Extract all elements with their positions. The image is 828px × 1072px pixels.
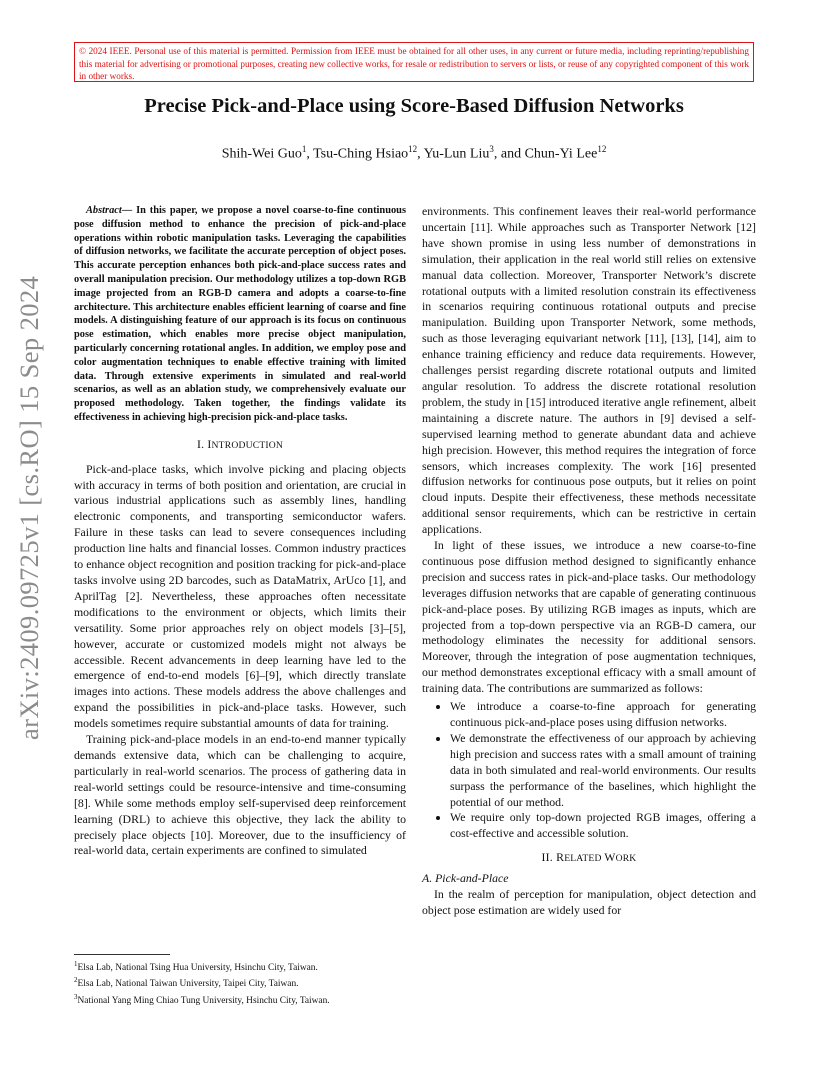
right-column (422, 204, 756, 919)
author-separator: , (306, 146, 314, 162)
section-initial: I (207, 436, 212, 451)
section-initial: R (556, 850, 565, 865)
author-name: Tsu-Ching Hsiao (313, 146, 409, 162)
footnote-mark: 1 (74, 960, 78, 968)
footnotes (74, 954, 406, 1007)
author-affiliation: 12 (408, 144, 418, 154)
footnote (74, 958, 406, 974)
footnote-mark: 3 (74, 992, 78, 1001)
intro-paragraph-4: In light of these issues, we introduce a new coarse-to-fine continuous pose diffusion method designed to significantly enhance precision and success rates in pick-and-place tasks. Our methodology leverages diffusion networks that are capable of generating continuous pick-and-place poses. By utilizing RGB images as inputs, which are projected from a top-down perspective via an RGB-D camera, our methodology eliminates the necessity for additional sensors. Moreover, through the integration of pose augmentation techniques, our method demonstrates exceptional efficacy with a small amount of training data. The contributions are summarized as follows: (422, 538, 756, 696)
intro-paragraph-1: Pick-and-place tasks, which involve picking and placing objects with accuracy in terms of both position and orientation, are crucial in various industrial applications such as assembly lines, handling electronic components, and transporting semiconductor wafers. Failure in these tasks can lead to severe consequences including production line halts and financial losses. Common industry practices to enhance object recognition and position tracking for pick-and-place tasks involve using 2D barcodes, such as DataMatrix, ArUco [1], and AprilTag [2]. Nevertheless, these approaches often necessitate modifications to the environment or objects, which limits their versatility. Some prior approaches rely on object models [3]–[5], however, accurate or customized models might not always be accessible. Recent advancements in deep learning have led to the emergence of end-to-end models [6]–[9], which directly translate images into actions. These models address the above challenges and expand the possibilities in pick-and-place tasks. However, such models sometimes require substantial amounts of data for training. (74, 461, 406, 731)
footnote-rule (74, 954, 170, 955)
list-item: • We introduce a coarse-to-fine approach for generating continuous pick-and-place poses using diffusion networks. (450, 699, 756, 731)
author-affiliation: 12 (597, 144, 607, 154)
abstract-lead: Abstract (86, 205, 122, 216)
footnote (74, 974, 406, 990)
intro-paragraph-2: Training pick-and-place models in an end-to-end manner typically demands extensive data, which can be challenging to acquire, particularly in real-world scenarios. The process of gathering data in real-world settings could be resource-intensive and time-consuming [8]. While some methods employ self-supervised deep reinforcement learning (DRL) to achieve this objective, they lack the ability to precisely place objects [10]. Moreover, due to the insufficiency of real-world data, certain experiments are confined to simulated (74, 732, 406, 858)
paper-title: Precise Pick-and-Place using Score-Based Diffusion Networks (144, 95, 684, 117)
section-heading-introduction (74, 437, 406, 454)
footnote-text: Elsa Lab, National Taiwan University, Taipei City, Taiwan. (77, 979, 299, 990)
author-name: Yu-Lun Liu (423, 146, 490, 162)
abstract-text: — In this paper, we propose a novel coarse-to-fine continuous pose diffusion method to enhance the precision of pick-and-place operations within robotic manipulation tasks. Leveraging the capabilities of diffusion networks, we facilitate the accurate perception of object poses. This accurate perception enhances both pick-and-place success rates and overall manipulation precision. Our methodology utilizes a top-down RGB image projected from an RGB-D camera and adopts a coarse-to-fine architecture. This architecture enables efficient learning of coarse and fine models. A distinguishing feature of our approach is its focus on continuous pose estimation, which enables more precise object manipulation, particularly concerning rotational angles. In addition, we employ pose and color augmentation techniques to enable effective training with limited data. Through extensive experiments in simulated and real-world scenarios, as well as an ablation study, we comprehensively evaluate our proposed methodology. Taken together, the findings validate its effectiveness in achieving high-precision pick-and-place tasks. (74, 205, 406, 423)
section-heading-related-work (422, 850, 756, 867)
list-item: • We require only top-down projected RGB images, offering a cost-effective and accessible solution. (450, 810, 756, 842)
left-column (74, 204, 406, 859)
contributions-list (422, 699, 756, 842)
author-name: Chun-Yi Lee (524, 146, 598, 162)
section-number: II. (541, 850, 557, 865)
footnote-text: Elsa Lab, National Tsing Hua University, Hsinchu City, Taiwan. (77, 963, 318, 974)
footnote-mark: 2 (74, 976, 78, 985)
list-item: • We demonstrate the effectiveness of our approach by achieving high precision and success rates with a small amount of training data in both simulated and real-world environments. Our results surpass the performance of the baselines, which highlight the potential of our method. (450, 731, 756, 811)
author-separator: , and (493, 146, 525, 162)
abstract (74, 204, 406, 425)
section-number: I. (196, 436, 208, 451)
related-paragraph-1: In the realm of perception for manipulation, object detection and object pose estimation are widely used for (422, 887, 756, 917)
intro-paragraph-3: environments. This confinement leaves their real-world performance uncertain [11]. While approaches such as Transporter Network [12] have shown promise in using less number of demonstrations in simulation, their application in the real world still relies on extensive manual data collection. Moreover, Transporter Network’s discrete rotational outputs with a limited resolution constrain its effectiveness in scenarios requiring continuous rotational outputs and precise manipulation. Building upon Transporter Network, some methods, such as those leveraging equivariant network [11], [13], [14], aim to enhance training efficiency and reduce data requirements. However, challenges persist regarding discrete rotational outputs and limited angular resolution. To address the discrete rotational resolution problem, the study in [15] introduced iterative angle refinement, albeit maintaining a discrete nature. The authors in [9] devised a self-supervised learning method to generate abundant data and achieve high precision. However, this method requires the integration of force sensors, which increases complexity. The work [16] presented diffusion networks for continuous pose outputs, but it relies on point cloud inputs. Despite their effectiveness, these methods necessitate additional sensor requirements, which can be restrictive in certain applications. (422, 204, 756, 537)
section-smallcaps: NTRODUCTION (211, 439, 284, 451)
copyright-notice: © 2024 IEEE. Personal use of this material is permitted. Permission from IEEE must be obtained for all other uses, in any current or future media, including reprinting/republishing this material for advertising or promotional purposes, creating new collective works, for resale or redistribution to servers or lists, or reuse of any copyrighted component of this work in other works. (74, 42, 754, 82)
author-affiliation: 3 (489, 144, 494, 154)
section-initial: W (604, 850, 616, 865)
section-smallcaps: ORK (615, 853, 637, 865)
footnote (74, 991, 406, 1007)
author-separator: , (417, 146, 424, 162)
footnote-text: National Yang Ming Chiao Tung University, Hsinchu City, Taiwan. (77, 995, 330, 1006)
author-affiliation: 1 (301, 144, 307, 154)
author-list (0, 144, 828, 163)
subsection-heading: A. Pick-and-Place (422, 871, 509, 886)
arxiv-identifier: arXiv:2409.09725v1 [cs.RO] 15 Sep 2024 (14, 275, 44, 740)
author-name: Shih-Wei Guo (221, 146, 302, 162)
section-smallcaps: ELATED (564, 853, 605, 865)
